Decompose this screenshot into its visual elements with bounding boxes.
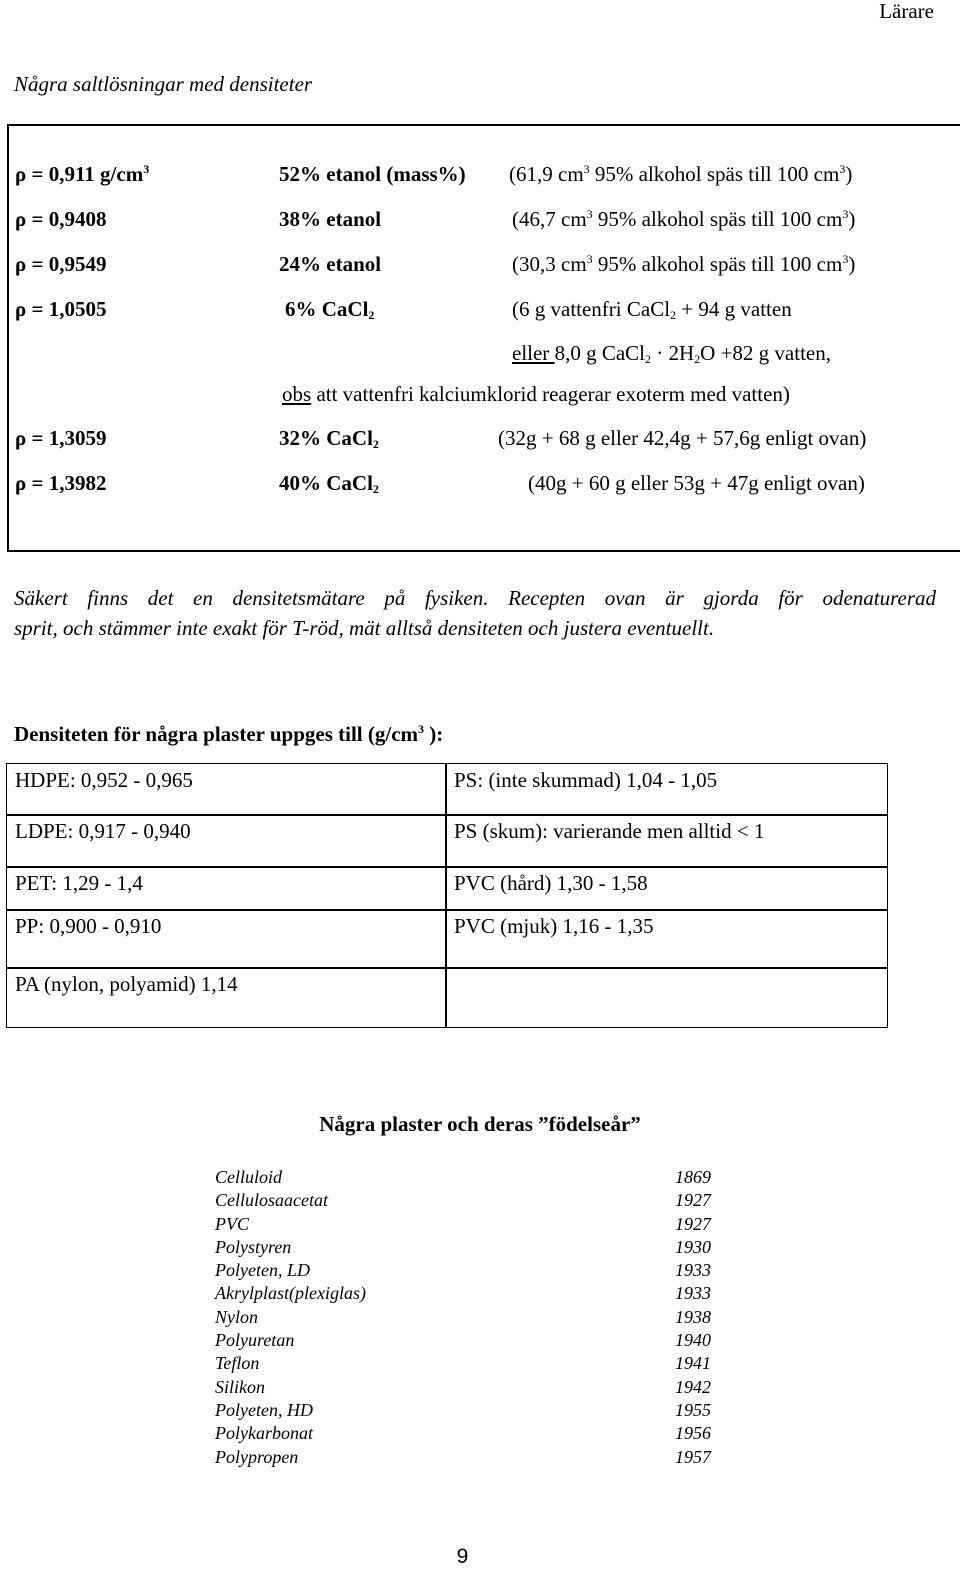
recipe: (30,3 $cm^3$ 95% alkohol späs till 100 $cm^3$) xyxy=(512,252,856,276)
table-cell: LDPE: 0,917 - 0,940 xyxy=(6,814,447,868)
note-line-2: sprit, och stämmer inte exakt för T-röd, mät alltså densiteten och justera eventuellt. xyxy=(14,616,715,640)
list-item: Polystyren 1930 xyxy=(215,1236,711,1257)
table-cell: PS (skum): varierande men alltid < 1 xyxy=(445,814,888,868)
list-item: PVC 1927 xyxy=(215,1213,711,1234)
list-item: Teflon 1941 xyxy=(215,1353,711,1374)
list-item: Cellulosaacetat 1927 xyxy=(215,1190,711,1211)
composition: 38% etanol xyxy=(279,207,382,231)
density-value: ρ = 0,911 $g/cm^3$ xyxy=(15,162,150,186)
composition: 24% etanol xyxy=(279,252,382,276)
table-cell: PA (nylon, polyamid) 1,14 xyxy=(6,967,447,1028)
composition: 40% CaCl$_2$ xyxy=(279,471,379,496)
recipe: (32g + 68 g eller 42,4g + 57,6g enligt ovan) xyxy=(498,426,867,450)
table-cell: PP: 0,900 - 0,910 xyxy=(6,909,447,969)
list-item: Akrylplast(plexiglas) 1933 xyxy=(215,1283,711,1304)
solutions-box xyxy=(7,124,960,552)
recipe: (46,7 $cm^3$ 95% alkohol späs till 100 $cm^3$) xyxy=(512,207,856,231)
composition: 6% CaCl$_2$ xyxy=(285,297,375,322)
table-cell: HDPE: 0,952 - 0,965 xyxy=(6,763,447,816)
birth-years-title: Några plaster och deras ”födelseår” xyxy=(319,1112,641,1136)
recipe: (40g + 60 g eller 53g + 47g enligt ovan) xyxy=(528,471,865,495)
recipe: (6 g vattenfri CaCl$_2$ + 94 g vatten xyxy=(512,297,792,322)
note-line-1: Säkert finns det en densitetsmätare på fysiken. Recepten ovan är gjorda för odenaturerad xyxy=(14,586,936,610)
list-item: Nylon 1938 xyxy=(215,1306,711,1327)
table-cell xyxy=(445,967,888,1028)
density-value: ρ = 1,0505 xyxy=(15,297,107,321)
table-cell: PS: (inte skummad) 1,04 - 1,05 xyxy=(445,763,888,816)
birth-years-list xyxy=(215,1166,735,1469)
density-value: ρ = 0,9408 xyxy=(15,207,107,231)
recipe: (61,9 $cm^3$ 95% alkohol späs till 100 $cm^3$) xyxy=(509,162,853,186)
page-number: 9 xyxy=(456,1545,469,1568)
density-value: ρ = 1,3059 xyxy=(15,426,107,450)
density-value: ρ = 0,9549 xyxy=(15,252,107,276)
composition: 52% etanol (mass%) xyxy=(279,162,466,186)
list-item: Polyeten, HD 1955 xyxy=(215,1399,711,1420)
table-cell: PVC (mjuk) 1,16 - 1,35 xyxy=(445,909,888,969)
table-cell: PVC (hård) 1,30 - 1,58 xyxy=(445,866,888,911)
list-item: Celluloid 1869 xyxy=(215,1167,711,1187)
composition: 32% CaCl$_2$ xyxy=(279,426,379,451)
plastics-title: Densiteten för några plaster uppges till ($g/cm^3$ ): xyxy=(14,722,444,746)
density-value: ρ = 1,3982 xyxy=(15,471,107,495)
recipe-alternative: eller 8,0 g CaCl$_2$ · $2H_2O +82$ g vatten, xyxy=(512,341,831,366)
list-item: Polyeten, LD 1933 xyxy=(215,1260,711,1281)
list-item: Polykarbonat 1956 xyxy=(215,1423,711,1444)
table-cell: PET: 1,29 - 1,4 xyxy=(6,866,447,911)
list-item: Polyuretan 1940 xyxy=(215,1330,711,1351)
list-item: Silikon 1942 xyxy=(215,1376,711,1397)
header-role-label: Lärare xyxy=(879,0,934,23)
recipe-note: obs att vattenfri kalciumklorid reagerar exoterm med vatten) xyxy=(282,382,790,406)
solutions-title: Några saltlösningar med densiteter xyxy=(14,72,313,96)
list-item: Polypropen 1957 xyxy=(215,1446,711,1467)
plastics-density-table xyxy=(6,763,888,1028)
